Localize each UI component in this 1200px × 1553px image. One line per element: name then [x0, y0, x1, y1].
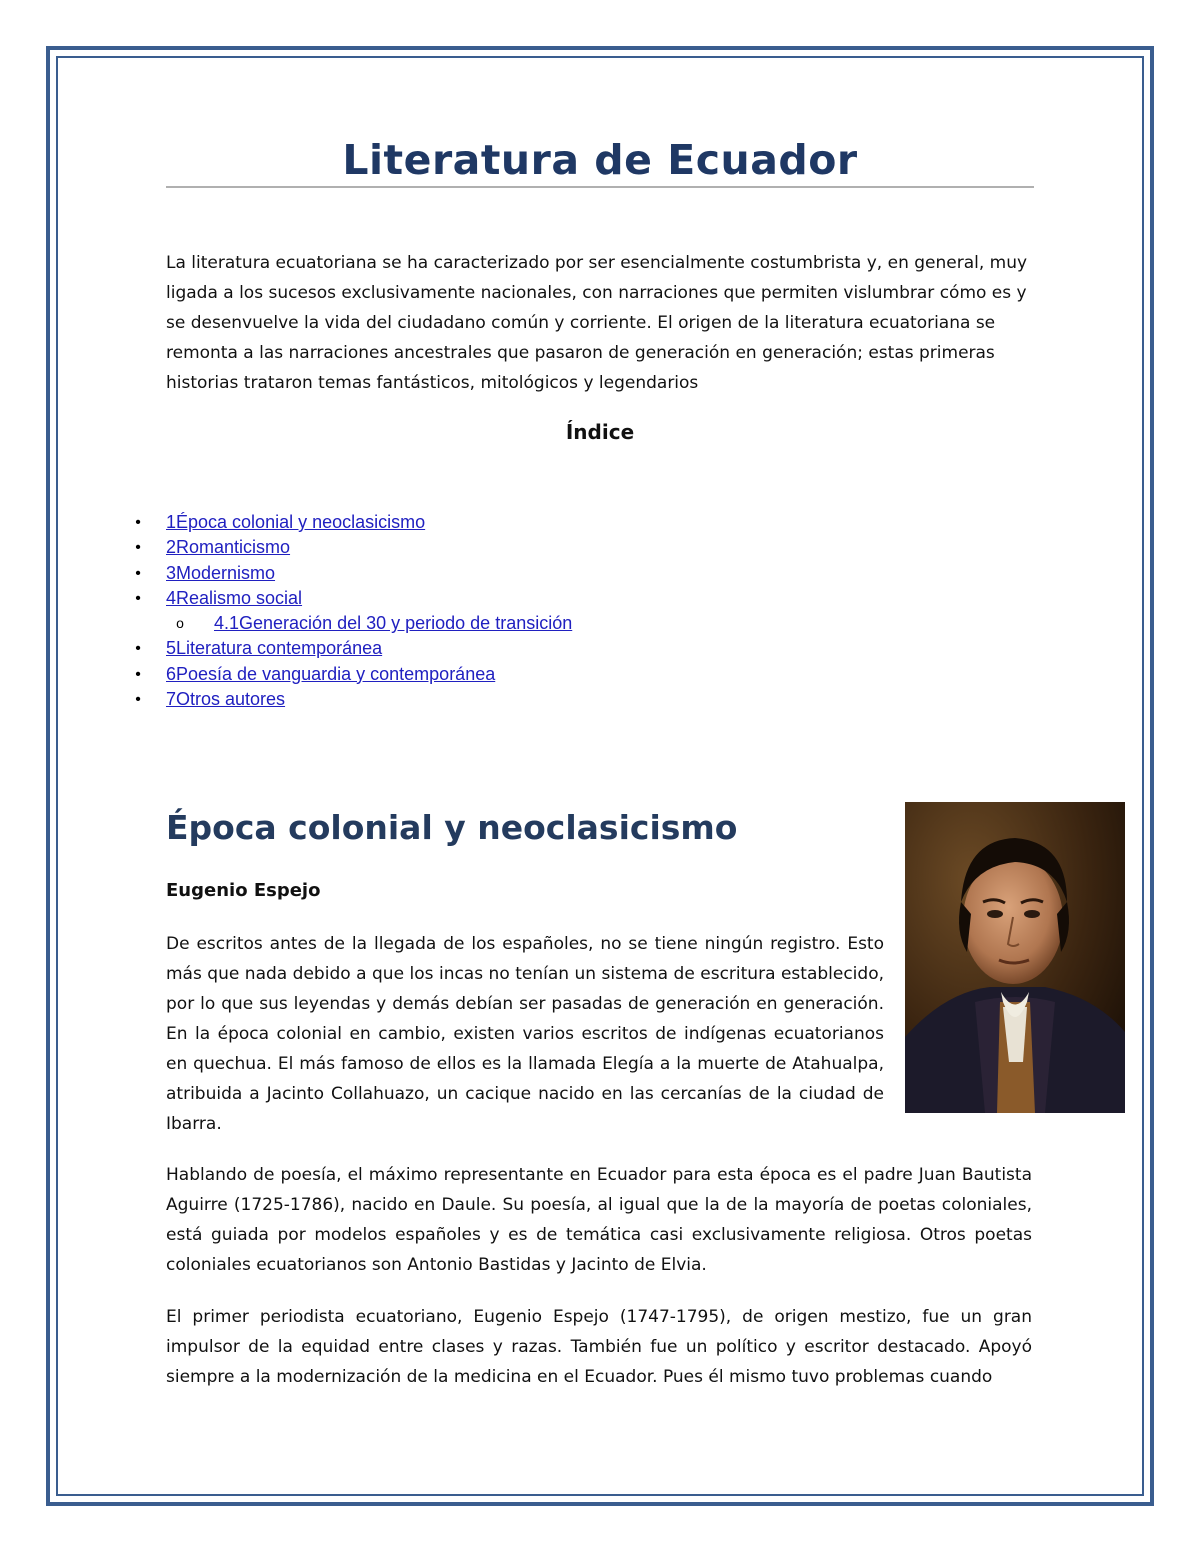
toc-link-generacion-30[interactable]: 4.1Generación del 30 y periodo de transición	[214, 613, 573, 634]
bullet-icon: •	[135, 539, 141, 557]
author-subheading: Eugenio Espejo	[166, 880, 321, 901]
toc-link-romanticismo[interactable]: 2Romanticismo	[166, 537, 291, 558]
toc-item-literatura-contemporanea	[135, 636, 866, 661]
toc-item-otros-autores	[135, 687, 866, 712]
section-paragraph-3: El primer periodista ecuatoriano, Eugenio Espejo (1747-1795), de origen mestizo, fue un gran impulsor de la equidad entre clases y razas. También fue un político y escritor destacado. Apoyó siempre a la modernización de la medicina en el Ecuador. Pues él mismo tuvo problemas cuando	[166, 1307, 1032, 1387]
bullet-icon: •	[135, 564, 141, 582]
toc-item-realismo-social	[135, 586, 866, 611]
intro-paragraph: La literatura ecuatoriana se ha caracterizado por ser esencialmente costumbrista y, en general, muy ligada a los sucesos exclusivamente nacionales, con narraciones que permiten vislumbrar cómo es y se desenvuelve la vida del ciudadano común y corriente. El origen de la literatura ecuatoriana se remonta a las narraciones ancestrales que pasaron de generación en generación; estas primeras historias trataron temas fantásticos, mitológicos y legendarios	[166, 253, 1028, 393]
toc-link-realismo-social[interactable]: 4Realismo social	[166, 587, 303, 608]
bullet-icon: •	[135, 514, 141, 531]
toc-link-epoca-colonial[interactable]: 1Época colonial y neoclasicismo	[166, 512, 426, 532]
toc-link-otros-autores[interactable]: 7Otros autores	[166, 689, 286, 710]
bullet-icon: •	[135, 691, 141, 709]
bullet-icon: •	[135, 640, 141, 658]
index-heading: Índice	[565, 420, 635, 444]
portrait-image	[905, 802, 1125, 1113]
toc-item-poesia-vanguardia	[135, 662, 866, 687]
toc-link-modernismo[interactable]: 3Modernismo	[166, 562, 276, 583]
toc-link-poesia-vanguardia[interactable]: 6Poesía de vanguardia y contemporánea	[166, 663, 496, 684]
toc-item-epoca-colonial	[135, 510, 866, 535]
toc-item-generacion-30	[166, 611, 866, 636]
table-of-contents	[135, 510, 866, 712]
section-paragraph-2: Hablando de poesía, el máximo representante en Ecuador para esta época es el padre Juan Bautista Aguirre (1725-1786), nacido en Daule. Su poesía, al igual que la de la mayoría de poetas coloniales, está guiada por modelos españoles y es de temática casi exclusivamente religiosa. Otros poetas coloniales ecuatorianos son Antonio Bastidas y Jacinto de Elvia.	[166, 1165, 1032, 1275]
portrait-illustration	[905, 802, 1125, 1113]
document-title: Literatura de Ecuador	[342, 136, 858, 184]
section-heading: Época colonial y neoclasicismo	[166, 808, 738, 847]
toc-item-romanticismo	[135, 535, 866, 560]
sub-bullet-icon: o	[176, 615, 184, 632]
section-paragraph-1: De escritos antes de la llegada de los españoles, no se tiene ningún registro. Esto más que nada debido a que los incas no tenían un sistema de escritura establecido, por lo que sus leyendas y demás debían ser pasadas de generación en generación. En la época colonial en cambio, existen varios escritos de indígenas ecuatorianos en quechua. El más famoso de ellos es la llamada Elegía a la muerte de Atahualpa, atribuida a Jacinto Collahuazo, un cacique nacido en las cercanías de la ciudad de Ibarra.	[166, 934, 884, 1134]
toc-item-modernismo	[135, 561, 866, 586]
bullet-icon: •	[135, 665, 141, 683]
title-divider	[166, 186, 1034, 188]
toc-link-literatura-contemporanea[interactable]: 5Literatura contemporánea	[166, 638, 383, 659]
bullet-icon: •	[135, 589, 141, 607]
